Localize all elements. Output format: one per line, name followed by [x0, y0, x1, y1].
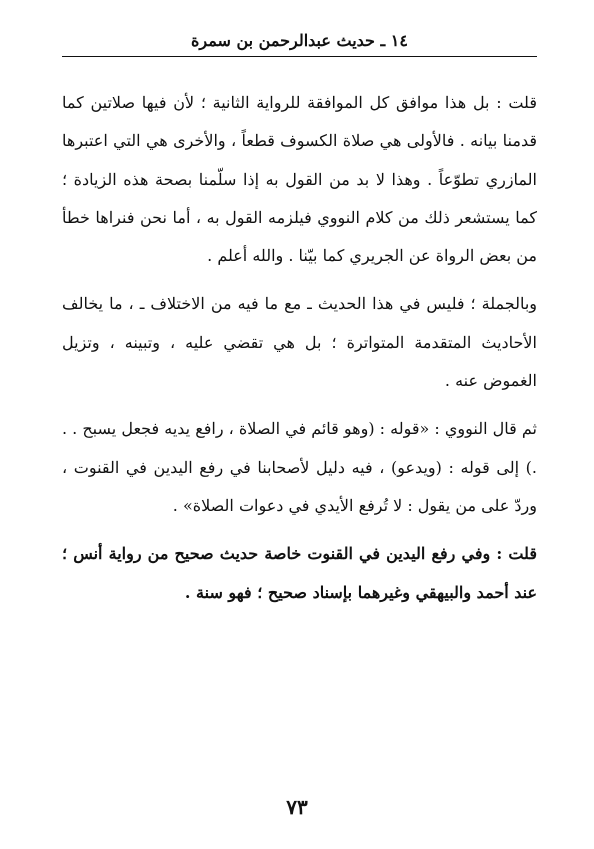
running-header: ١٤ ـ حديث عبدالرحمن بن سمرة [191, 31, 408, 50]
paragraph-4: قلت : وفي رفع اليدين في القنوت خاصة حديث صحيح من رواية أنس ؛ عند أحمد والبيهقي وغيرهما بإسناد صحيح ؛ فهو سنة . [62, 544, 538, 602]
page-number: ٧٣ [286, 795, 308, 819]
paragraph-2: وبالجملة ؛ فليس في هذا الحديث ـ مع ما فيه من الاختلاف ـ ، ما يخالف الأحاديث المتقدمة المتواترة ؛ بل هي تقضي عليه ، وتبينه ، وتزيل الغموض عنه . [62, 294, 537, 391]
header-rule [62, 56, 537, 57]
paragraph-3: ثم قال النووي : «قوله : (وهو قائم في الصلاة ، رافع يديه فجعل يسبح . . .) إلى قوله : (ويدعو) ، فيه دليل لأصحابنا في رفع اليدين في القنوت ، وردّ على من يقول : لا تُرفع الأيدي في دعوات الصلاة» . [62, 419, 537, 515]
paragraph-1: قلت : بل هذا موافق كل الموافقة للرواية الثانية ؛ لأن فيها صلاتين كما قدمنا بيانه . فالأولى هي صلاة الكسوف قطعاً ، والأخرى هي التي اعتبرها المازري تطوّعاً . وهذا لا بد من القول به إذا سلّمنا بصحة هذه الزيادة ؛ كما يستشعر ذلك من كلام النووي فيلزمه القول به ، أما نحن فنراها خطأ من بعض الرواة عن الجريري كما بيّنا . والله أعلم . [62, 93, 537, 266]
body-text [62, 84, 537, 622]
